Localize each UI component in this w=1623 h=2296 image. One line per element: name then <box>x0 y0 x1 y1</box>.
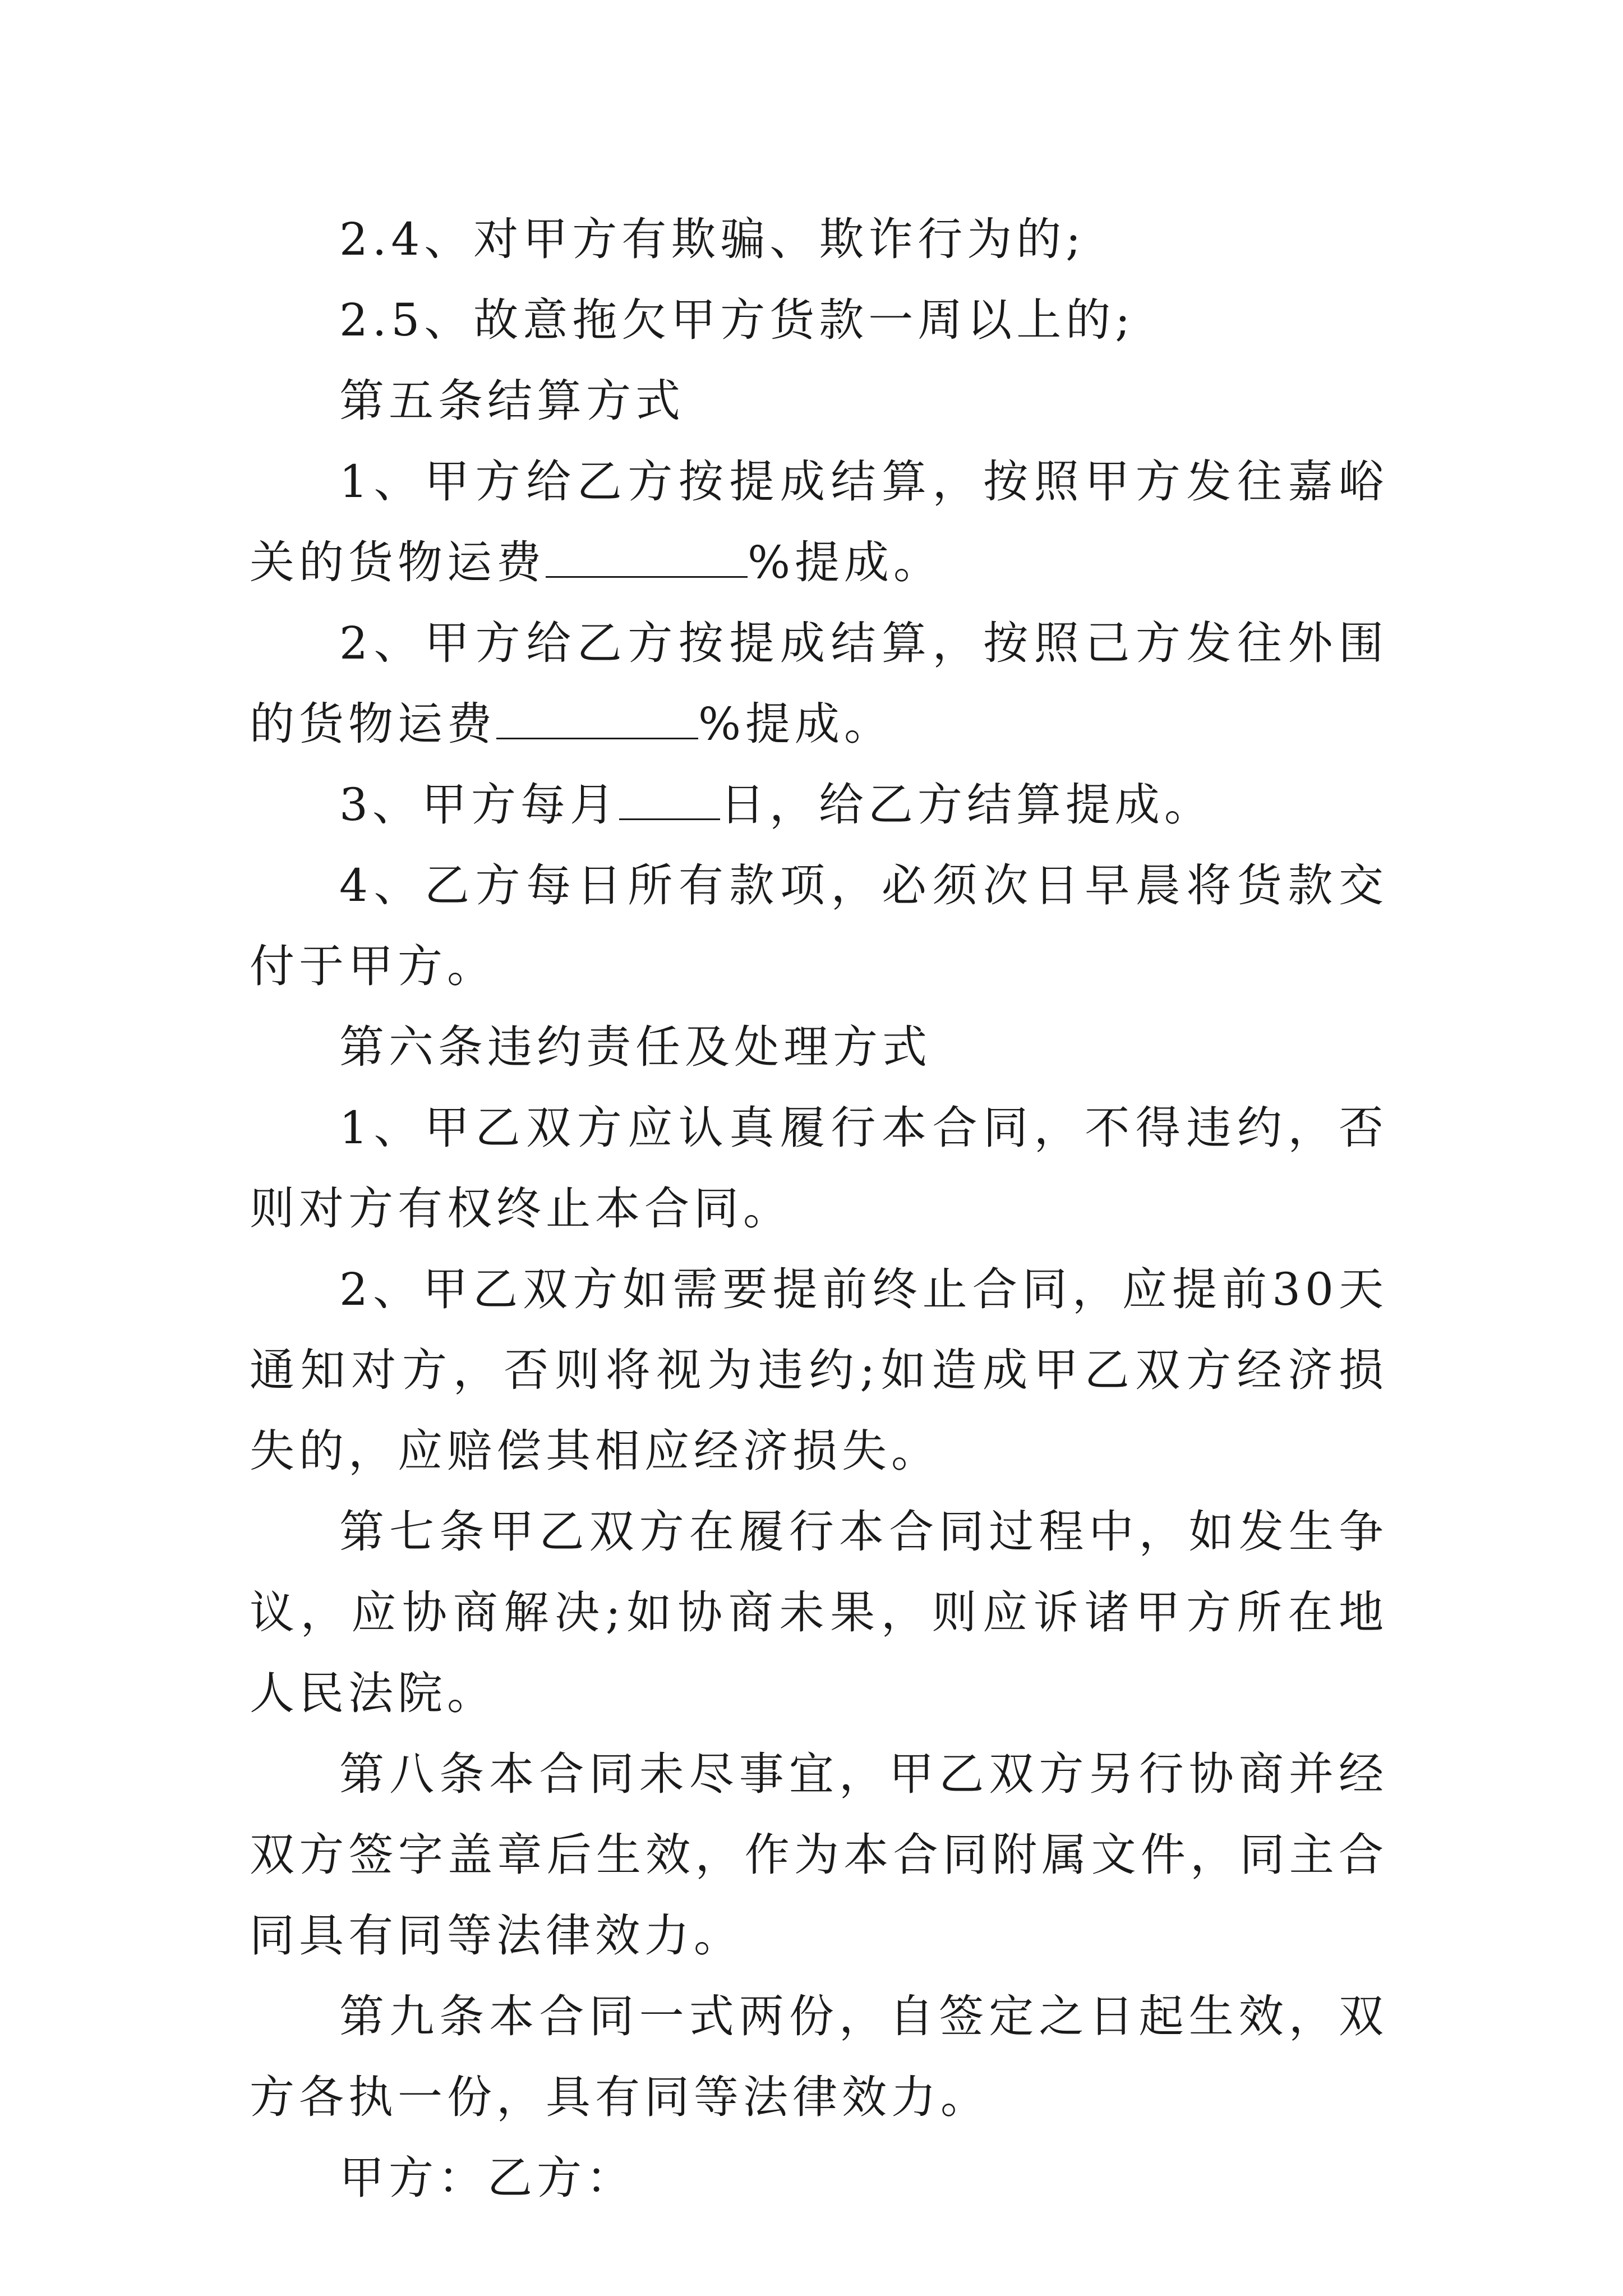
article-5-item-2 <box>250 603 1388 765</box>
article-6-item-1: 1、甲乙双方应认真履行本合同，不得违约，否则对方有权终止本合同。 <box>250 1102 1388 1235</box>
article-5-item-3-text: 3、甲方每月 <box>339 779 619 831</box>
article-5-item-1-text: 1、甲方给乙方按提成结算，按照甲方发往嘉峪关的货物运费 <box>250 455 1388 588</box>
document-page <box>250 199 1388 2219</box>
clause-2-5: 2.5、故意拖欠甲方货款一周以上的; <box>339 294 1135 346</box>
article-5-heading: 第五条结算方式 <box>339 375 685 427</box>
article-5-item-1 <box>250 441 1388 603</box>
article-6-heading: 第六条违约责任及处理方式 <box>339 1021 932 1073</box>
article-6-item-2: 2、甲乙双方如需要提前终止合同，应提前30天通知对方，否则将视为违约;如造成甲乙双方经济损失的，应赔偿其相应经济损失。 <box>250 1263 1388 1477</box>
article-7: 第七条甲乙双方在履行本合同过程中，如发生争议，应协商解决;如协商未果，则应诉诸甲方所在地人民法院。 <box>250 1506 1388 1719</box>
article-5-item-1-suffix: %提成。 <box>748 536 943 588</box>
blank-line <box>619 779 720 820</box>
article-5-item-2-text: 2、甲方给乙方按提成结算，按照己方发往外围的货物运费 <box>250 617 1388 750</box>
blank-line <box>546 537 748 578</box>
article-9: 第九条本合同一式两份，自签定之日起生效，双方各执一份，具有同等法律效力。 <box>250 1990 1388 2123</box>
article-8: 第八条本合同未尽事宜，甲乙双方另行协商并经双方签字盖章后生效，作为本合同附属文件，同主合同具有同等法律效力。 <box>250 1748 1388 1962</box>
clause-2-4: 2.4、对甲方有欺骗、欺诈行为的; <box>339 213 1086 265</box>
signature-line: 甲方：乙方： <box>339 2152 635 2204</box>
article-5-item-3 <box>250 765 1388 845</box>
article-5-item-4: 4、乙方每日所有款项，必须次日早晨将货款交付于甲方。 <box>250 859 1388 992</box>
blank-line <box>496 698 698 739</box>
article-5-item-3-suffix: 日，给乙方结算提成。 <box>720 779 1214 831</box>
article-5-item-2-suffix: %提成。 <box>698 698 894 750</box>
